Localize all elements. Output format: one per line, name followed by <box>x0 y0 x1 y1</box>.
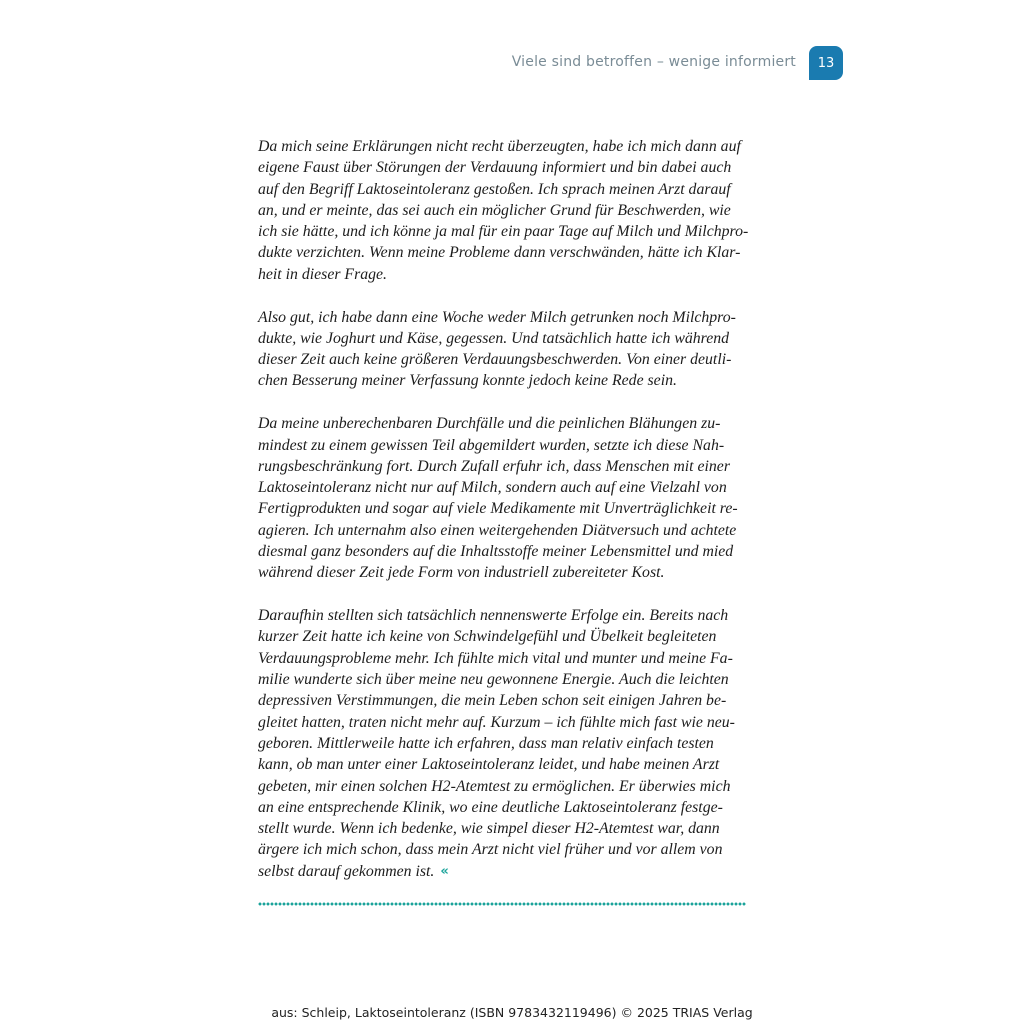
paragraph-2 <box>258 307 763 392</box>
text-line: agieren. Ich unternahm also einen weitergehenden Diätversuch und achtete <box>258 521 737 539</box>
text-line: mindest zu einem gewissen Teil abgemildert wurden, setzte ich diese Nah- <box>258 436 725 454</box>
text-line: auf den Begriff Laktoseintoleranz gestoßen. Ich sprach meinen Arzt darauf <box>258 180 731 198</box>
footer-citation: aus: Schleip, Laktoseintoleranz (ISBN 9783432119496) © 2025 TRIAS Verlag <box>271 1005 753 1020</box>
text-line: dieser Zeit auch keine größeren Verdauungsbeschwerden. Von einer deutli- <box>258 351 732 369</box>
text-line: eigene Faust über Störungen der Verdauung informiert und bin dabei auch <box>258 159 732 177</box>
text-line: gebeten, mir einen solchen H2-Atemtest zu ermöglichen. Er überwies mich <box>258 777 731 795</box>
page-number: 13 <box>817 55 835 71</box>
text-line: dukte, wie Joghurt und Käse, gegessen. Und tatsächlich hatte ich während <box>258 329 730 347</box>
dotted-divider <box>258 902 746 906</box>
text-line: gleitet hatten, traten nicht mehr auf. Kurzum – ich fühlte mich fast wie neu- <box>258 713 735 731</box>
text-line: diesmal ganz besonders auf die Inhaltsstoffe meiner Lebensmittel und mied <box>258 543 734 561</box>
double-chevron-left-icon: « <box>440 863 449 879</box>
text-line: an, und er meinte, das sei auch ein möglicher Grund für Beschwerden, wie <box>258 201 731 219</box>
running-head: Viele sind betroffen – wenige informiert <box>511 54 796 70</box>
paragraph-1 <box>258 136 763 285</box>
text-line: chen Besserung meiner Verfassung konnte jedoch keine Rede sein. <box>258 372 677 390</box>
text-line: stellt wurde. Wenn ich bedenke, wie simpel dieser H2-Atemtest war, dann <box>258 820 720 838</box>
text-line: an eine entsprechende Klinik, wo eine deutliche Laktoseintoleranz festge- <box>258 798 723 816</box>
text-line: selbst darauf gekommen ist. <box>258 862 435 880</box>
text-line: Also gut, ich habe dann eine Woche weder Milch getrunken noch Milchpro- <box>258 308 736 326</box>
text-line: depressiven Verstimmungen, die mein Leben schon seit einigen Jahren be- <box>258 692 727 710</box>
text-line: Da meine unberechenbaren Durchfälle und die peinlichen Blähungen zu- <box>258 415 721 433</box>
text-line: Daraufhin stellten sich tatsächlich nennenswerte Erfolge ein. Bereits nach <box>258 607 729 625</box>
text-line: Fertigprodukten und sogar auf viele Medikamente mit Unverträglichkeit re- <box>258 500 738 518</box>
page-number-badge <box>809 46 843 80</box>
text-line: ärgere ich mich schon, dass mein Arzt nicht viel früher und vor allem von <box>258 841 723 859</box>
paragraph-4 <box>258 605 763 882</box>
body-text <box>258 136 763 904</box>
text-line-last <box>258 861 763 882</box>
text-line: kurzer Zeit hatte ich keine von Schwindelgefühl und Übelkeit begleiteten <box>258 628 717 646</box>
text-line: Da mich seine Erklärungen nicht recht überzeugten, habe ich mich dann auf <box>258 138 741 155</box>
paragraph-3 <box>258 413 763 583</box>
text-line: kann, ob man unter einer Laktoseintoleranz leidet, und habe meinen Arzt <box>258 756 720 774</box>
text-line: geboren. Mittlerweile hatte ich erfahren, dass man relativ einfach testen <box>258 734 714 752</box>
text-line: rungsbeschränkung fort. Durch Zufall erfuhr ich, dass Menschen mit einer <box>258 457 730 475</box>
text-line: heit in dieser Frage. <box>258 265 387 283</box>
text-line: Verdauungsprobleme mehr. Ich fühlte mich vital und munter und meine Fa- <box>258 649 733 667</box>
text-line: ich sie hätte, und ich könne ja mal für ein paar Tage auf Milch und Milchpro- <box>258 223 749 241</box>
text-line: Laktoseintoleranz nicht nur auf Milch, sondern auch auf eine Vielzahl von <box>258 479 727 497</box>
text-line: während dieser Zeit jede Form von industriell zubereiteter Kost. <box>258 564 665 582</box>
text-line: milie wunderte sich über meine neu gewonnene Energie. Auch die leichten <box>258 671 729 689</box>
text-line: dukte verzichten. Wenn meine Probleme dann verschwänden, hätte ich Klar- <box>258 244 741 262</box>
